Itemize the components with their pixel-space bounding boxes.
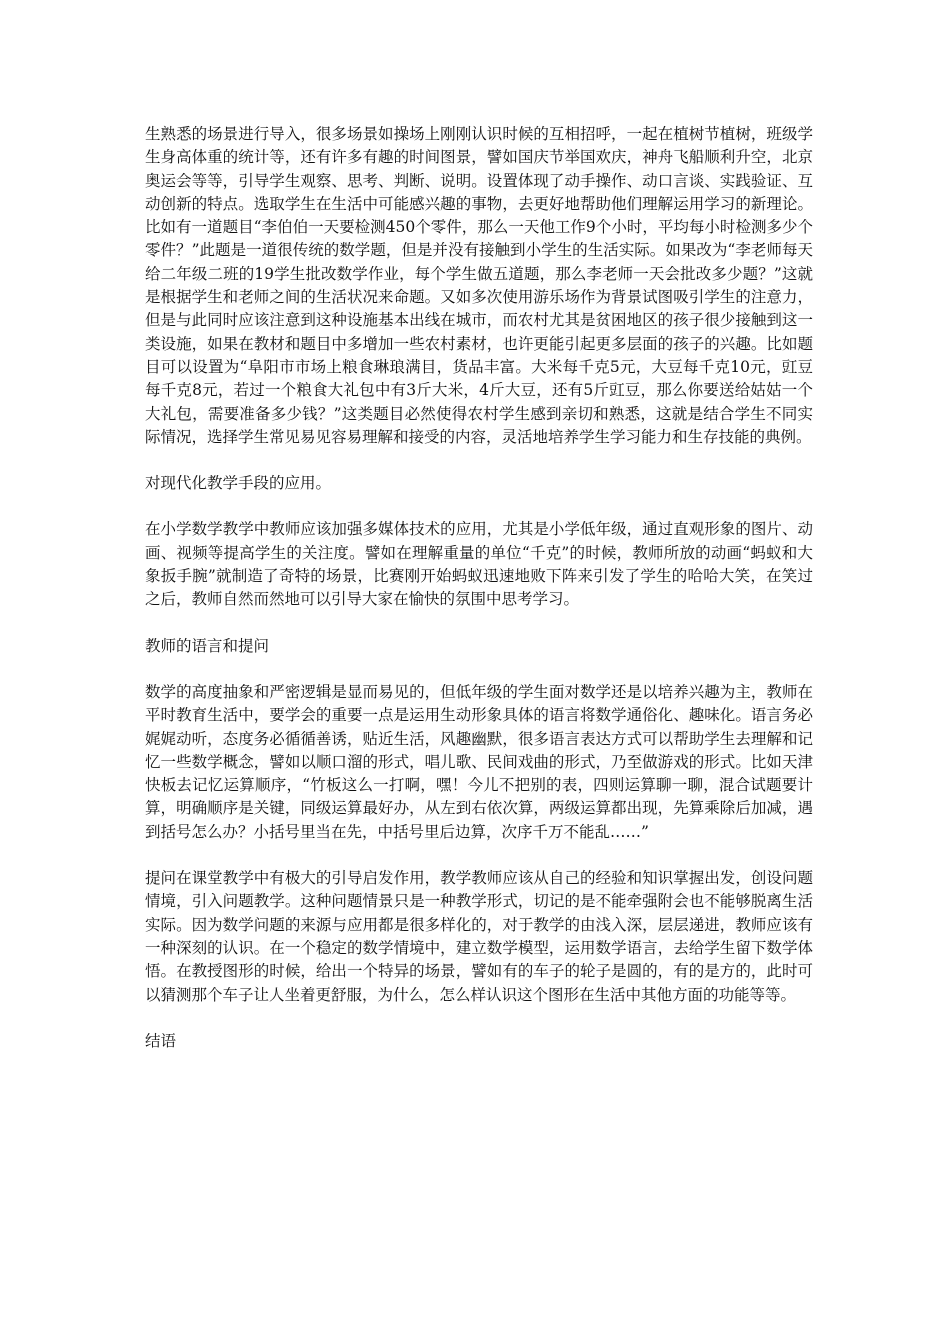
- section-heading-teacher-language: 教师的语言和提问: [145, 636, 270, 655]
- document-page: [145, 123, 813, 1076]
- body-paragraph-multimedia: 在小学数学教学中教师应该加强多媒体技术的应用，尤其是小学低年级，通过直观形象的图片、动画、视频等提高学生的关注度。譬如在理解重量的单位“千克”的时候，教师所放的动画“蚂蚁和大象扳手腕”就制造了奇特的场景，比赛刚开始蚂蚁迅速地败下阵来引发了学生的哈哈大笑，在笑过之后，教师自然而然地可以引导大家在愉快的氛围中思考学习。: [145, 520, 813, 609]
- section-heading-modern-teaching-methods: 对现代化教学手段的应用。: [145, 474, 332, 493]
- body-paragraph-intro-examples: 生熟悉的场景进行导入，很多场景如操场上刚刚认识时候的互相招呼，一起在植树节植树，班级学生身高体重的统计等，还有许多有趣的时间图景，譬如国庆节举国欢庆，神舟飞船顺利升空，北京奥运会等等，引导学生观察、思考、判断、说明。设置体现了动手操作、动口言谈、实践验证、互动创新的特点。选取学生在生活中可能感兴趣的事物，去更好地帮助他们理解运用学习的新理论。比如有一道题目“李伯伯一天要检测450个零件，那么一天他工作9个小时，平均每小时检测多少个零件？”此题是一道很传统的数学题，但是并没有接触到小学生的生活实际。如果改为“李老师每天给二年级二班的19学生批改数学作业，每个学生做五道题，那么李老师一天会批改多少题？”这就是根据学生和老师之间的生活状况来命题。又如多次使用游乐场作为背景试图吸引学生的注意力，但是与此同时应该注意到这种设施基本出线在城市，而农村尤其是贫困地区的孩子很少接触到这一类设施，如果在教材和题目中多增加一些农村素材，也许更能引起更多层面的孩子的兴趣。比如题目可以设置为“阜阳市市场上粮食琳琅满目，货品丰富。大米每千克5元，大豆每千克10元，豇豆每千克8元，若过一个粮食大礼包中有3斤大米，4斤大豆，还有5斤豇豆，那么你要送给姑姑一个大礼包，需要准备多少钱？”这类题目必然使得农村学生感到亲切和熟悉，这就是结合学生不同实际情况，选择学生常见易见容易理解和接受的内容，灵活地培养学生学习能力和生存技能的典例。: [145, 125, 813, 446]
- section-heading-conclusion: 结语: [145, 1031, 177, 1050]
- body-paragraph-language: 数学的高度抽象和严密逻辑是显而易见的，但低年级的学生面对数学还是以培养兴趣为主，教师在平时教育生活中，要学会的重要一点是运用生动形象具体的语言将数学通俗化、趣味化。语言务必娓娓动听，态度务必循循善诱，贴近生活，风趣幽默，很多语言表达方式可以帮助学生去理解和记忆一些数学概念，譬如以顺口溜的形式，唱儿歌、民间戏曲的形式，乃至做游戏的形式。比如天津快板去记忆运算顺序，“竹板这么一打啊，嘿！今儿不把别的表，四则运算聊一聊，混合试题要计算，明确顺序是关键，同级运算最好办，从左到右依次算，两级运算都出现，先算乘除后加减，遇到括号怎么办？小括号里当在先，中括号里后边算，次序千万不能乱……”: [145, 682, 813, 841]
- body-paragraph-questioning: 提问在课堂教学中有极大的引导启发作用，教学教师应该从自己的经验和知识掌握出发，创设问题情境，引入问题教学。这种问题情景只是一种教学形式，切记的是不能牵强附会也不能够脱离生活实际。因为数学问题的来源与应用都是很多样化的，对于教学的由浅入深，层层递进，教师应该有一种深刻的认识。在一个稳定的数学情境中，建立数学模型，运用数学语言，去给学生留下数学体悟。在教授图形的时候，给出一个特异的场景，譬如有的车子的轮子是圆的，有的是方的，此时可以猜测那个车子让人坐着更舒服，为什么，怎么样认识这个图形在生活中其他方面的功能等等。: [145, 869, 813, 1004]
